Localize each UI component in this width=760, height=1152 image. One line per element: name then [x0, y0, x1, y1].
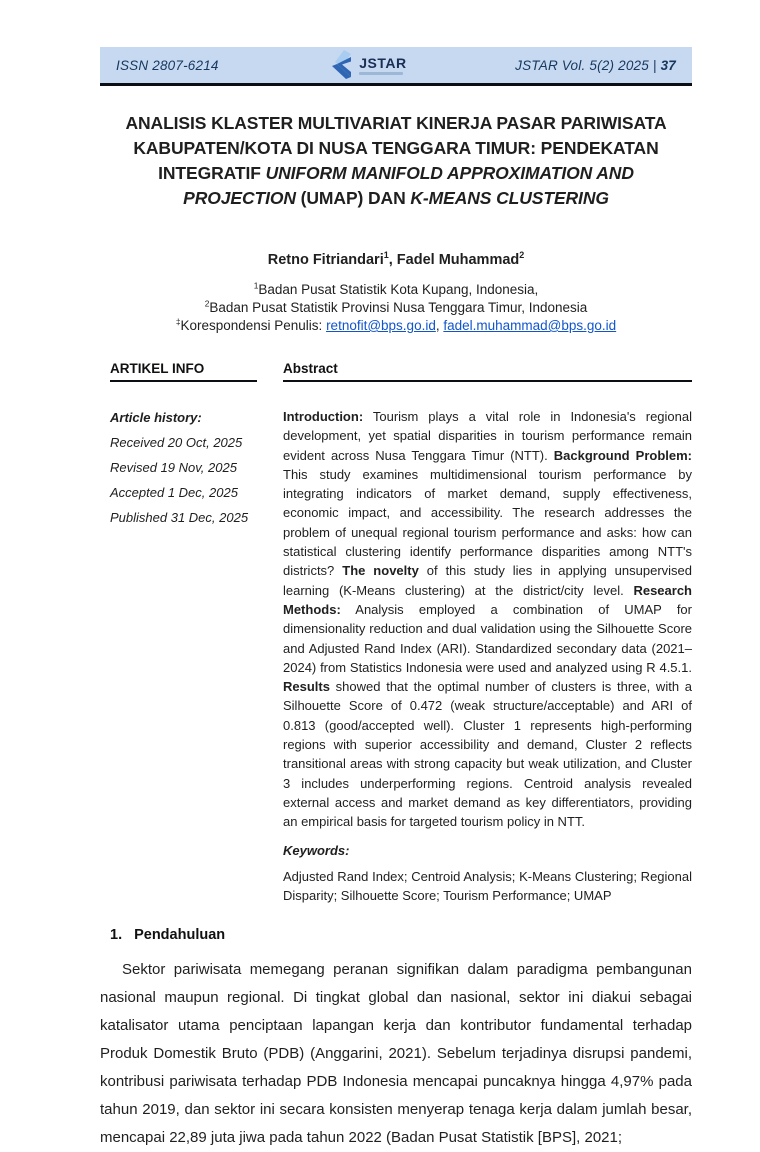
journal-header-band — [100, 47, 692, 86]
volume-info-text: JSTAR Vol. 5(2) 2025 | — [515, 57, 661, 73]
section-number: 1. — [110, 927, 123, 944]
artikel-info-column — [110, 361, 257, 905]
affiliations-block — [100, 281, 692, 335]
affiliation-2: $^2$Badan Pusat Statistik Provinsi Nusa Tenggara Timur, Indonesia — [204, 298, 588, 315]
article-history-label: Article history: — [110, 410, 202, 425]
keywords-text: Adjusted Rand Index; Centroid Analysis; K-Means Clustering; Regional Disparity; Silhouette Score; Tourism Performance; UMAP — [283, 868, 692, 903]
history-published: Published 31 Dec, 2025 — [110, 510, 249, 525]
history-revised: Revised 19 Nov, 2025 — [110, 460, 237, 475]
artikel-info-heading: ARTIKEL INFO — [110, 361, 257, 382]
affiliation-1: $^1$Badan Pusat Statistik Kota Kupang, Indonesia, — [253, 280, 539, 297]
history-received: Received 20 Oct, 2025 — [110, 435, 243, 450]
article-title: ANALISIS KLASTER MULTIVARIAT KINERJA PASAR PARIWISATA KABUPATEN/KOTA DI NUSA TENGGARA TIMUR: PENDEKATAN INTEGRATIF UNIFORM MANIFOLD APPROXIMATION AND PROJECTION (UMAP) DAN K-MEANS CLUSTERING — [125, 113, 667, 208]
article-history — [110, 410, 257, 525]
abstract-heading: Abstract — [283, 361, 692, 382]
email-link[interactable]: fadel.muhammad@bps.go.id — [443, 318, 617, 333]
logo-name: JSTAR — [359, 54, 407, 71]
abstract-text: Introduction: Tourism plays a vital role in Indonesia's regional development, yet spatial disparities in tourism performance remain evident across Nusa Tenggara Timur (NTT). Background Problem: This study examines multidimensional tourism performance by integrating indicators of market demand, supply effectiveness, economic impact, and accessibility. The research addresses the problem of unequal regional tourism performance and asks: how can statistical clustering identify performance disparities among NTT's districts? The novelty of this study lies in applying unsupervised learning (K-Means clustering) at the district/city level. Research Methods: Analysis employed a combination of UMAP for dimensionality reduction and dual validation using the Silhouette Score and Adjusted Rand Index (ARI). Standardized secondary data (2021–2024) from Statistics Indonesia were used and analyzed using R 4.5.1. Results showed that the optimal number of clusters is three, with a Silhouette Score of 0.472 (weak structure/acceptable) and ARI of 0.813 (good/accepted well). Cluster 1 represents high-performing regions with superior accessibility and demand, Cluster 2 reflects transitional areas with strong capacity but weak utilization, and Cluster 3 includes underperforming regions. Centroid analysis revealed external access and market demand as key differentiators, providing an empirical basis for targeted tourism policy in NTT. — [283, 409, 692, 830]
header-page-number: 37 — [660, 57, 676, 73]
issn-label: ISSN 2807-6214 — [116, 57, 219, 73]
keywords-label: Keywords: — [283, 842, 350, 858]
jstar-logo-icon — [327, 49, 357, 81]
author-names: Retno Fitriandari$^1$, Fadel Muhammad$^2$ — [267, 250, 525, 268]
volume-info — [515, 58, 676, 73]
email-link[interactable]: retnofit@bps.go.id — [326, 318, 436, 333]
page-content — [100, 47, 692, 1152]
journal-logo — [327, 49, 406, 81]
info-abstract-columns — [100, 361, 692, 905]
logo-tagline — [359, 72, 403, 75]
section-title: Pendahuluan — [134, 927, 226, 944]
body-paragraph-1: Sektor pariwisata memegang peranan signifikan dalam paradigma pembangunan nasional maupun regional. Di tingkat global dan nasional, sektor ini diakui sebagai katalisator utama penciptaan lapangan kerja dan kontributor fundamental terhadap Produk Domestik Bruto (PDB) (Anggarini, 2021). Sebelum terjadinya disrupsi pandemi, kontribusi pariwisata terhadap PDB Indonesia mencapai puncaknya hingga 4,97% pada tahun 2019, dan sektor ini secara konsisten menyerap tenaga kerja dalam jumlah besar, mencapai 22,89 juta jiwa pada tahun 2022 (Badan Pusat Statistik [BPS], 2021; — [100, 961, 692, 1147]
abstract-column — [283, 361, 692, 905]
correspondence-line: ‡Korespondensi Penulis: retnofit@bps.go.id, fadel.muhammad@bps.go.id — [175, 316, 617, 333]
history-accepted: Accepted 1 Dec, 2025 — [110, 485, 238, 500]
section-heading-pendahuluan — [110, 927, 692, 943]
logo-text-block — [359, 56, 406, 75]
